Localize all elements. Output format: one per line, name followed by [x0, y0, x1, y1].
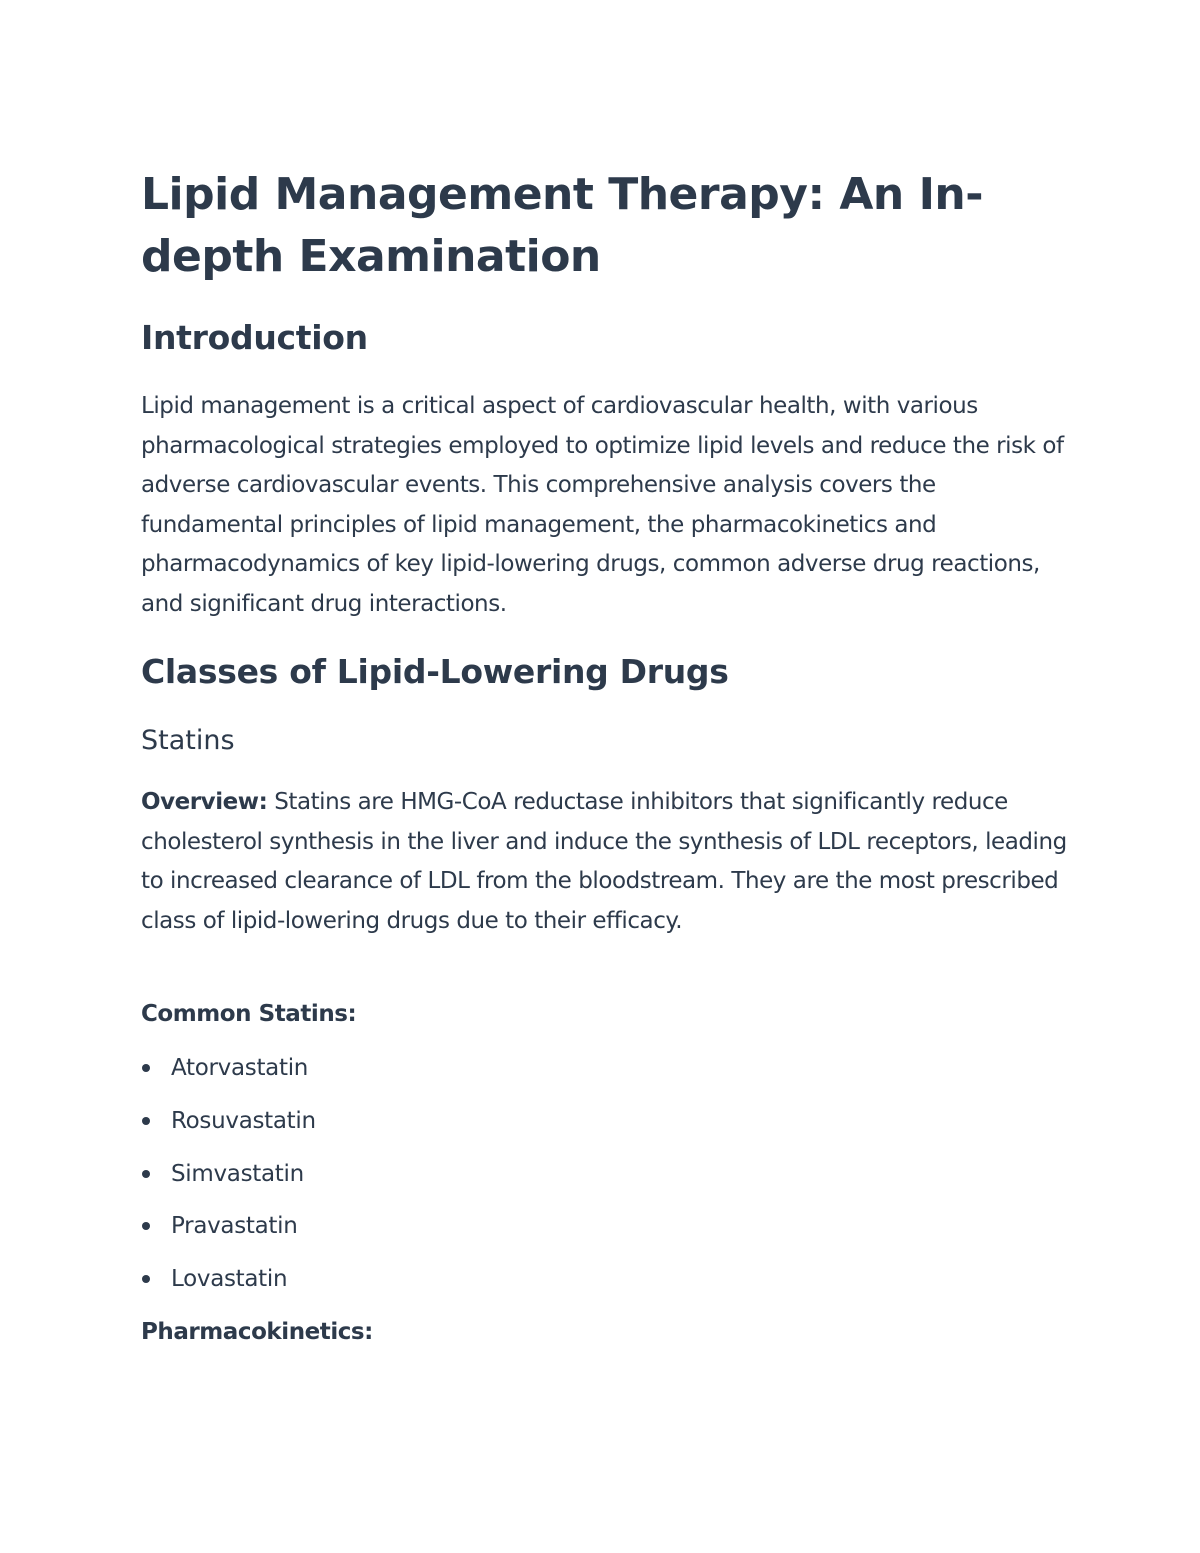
list-item	[141, 1103, 316, 1156]
pharmacokinetics-label: Pharmacokinetics:	[141, 1319, 373, 1345]
introduction-paragraph: Lipid management is a critical aspect of cardiovascular health, with various pharmacological strategies employed to optimize lipid levels and reduce the risk of adverse cardiovascular events. This comprehensive analysis covers the fundamental principles of lipid management, the pharmacokinetics and pharmacodynamics of key lipid-lowering drugs, common adverse drug reactions, and significant drug interactions.	[141, 393, 1064, 617]
statins-overview-paragraph	[141, 783, 1071, 941]
overview-text: Statins are HMG-CoA reductase inhibitors that significantly reduce cholesterol synthesis in the liver and induce the synthesis of LDL receptors, leading to increased clearance of LDL from the bloodstream. They are the most prescribed class of lipid-lowering drugs due to their efficacy.	[141, 789, 1067, 934]
document-title: Lipid Management Therapy: An In-depth Examination	[141, 169, 984, 282]
list-item	[141, 1156, 316, 1209]
introduction-heading: Introduction	[141, 318, 368, 357]
common-statins-label: Common Statins:	[141, 1001, 357, 1027]
bullet-icon	[142, 1117, 150, 1125]
list-item	[141, 1261, 316, 1314]
list-item-label: Simvastatin	[171, 1160, 304, 1187]
common-statins-list	[141, 1050, 316, 1314]
statins-heading: Statins	[141, 725, 235, 756]
list-item-label: Lovastatin	[171, 1266, 288, 1293]
bullet-icon	[142, 1064, 150, 1072]
classes-heading: Classes of Lipid-Lowering Drugs	[141, 652, 729, 691]
list-item-label: Pravastatin	[171, 1213, 298, 1240]
bullet-icon	[142, 1170, 150, 1178]
bullet-icon	[142, 1222, 150, 1230]
bullet-icon	[142, 1275, 150, 1283]
list-item-label: Atorvastatin	[171, 1055, 309, 1081]
list-item	[141, 1050, 316, 1103]
list-item-label: Rosuvastatin	[171, 1107, 316, 1134]
overview-label: Overview:	[141, 789, 268, 815]
list-item	[141, 1208, 316, 1261]
